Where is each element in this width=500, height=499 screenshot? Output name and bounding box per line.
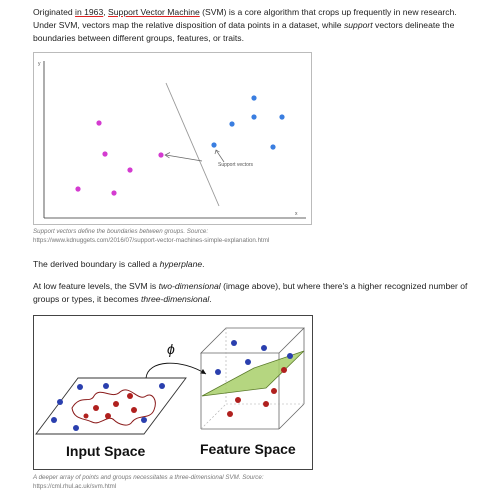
blue-point — [229, 121, 234, 126]
support-vector-arrow-right — [216, 150, 224, 162]
blue-point — [141, 417, 147, 423]
mapping-arrow — [146, 363, 206, 378]
blue-point — [279, 114, 284, 119]
figure1-caption: Support vectors define the boundaries between groups. Source: https://www.kdnuggets.com/2016/07/support-vector-machines-simple-explanation.html — [33, 228, 270, 244]
blue-point — [287, 353, 293, 359]
red-point — [227, 411, 233, 417]
input-space-label: Input Space — [66, 443, 146, 459]
magenta-point — [158, 152, 163, 157]
magenta-point — [111, 190, 116, 195]
svm-2d-figure — [33, 52, 312, 225]
levels-paragraph: At low feature levels, the SVM is two-dimensional (image above), but where there's a higher recognized number of groups or types, it becomes three-dimensional. — [33, 281, 468, 304]
year-link[interactable]: in 1963 — [75, 7, 104, 17]
red-point — [131, 407, 137, 413]
blue-point — [77, 384, 83, 390]
decision-boundary — [166, 83, 219, 206]
blue-point — [270, 144, 275, 149]
blue-point — [251, 114, 256, 119]
support-vector-arrow-left — [166, 155, 202, 161]
blue-point — [245, 359, 251, 365]
magenta-point — [127, 167, 132, 172]
blue-point — [215, 369, 221, 375]
magenta-point — [102, 151, 107, 156]
blue-point — [261, 345, 267, 351]
blue-point — [231, 340, 237, 346]
red-point — [271, 388, 277, 394]
red-point — [93, 405, 99, 411]
figure2-caption: A deeper array of points and groups necessitates a three-dimensional SVM. Source: https://cml.rhul.ac.uk/svm.html — [33, 474, 264, 490]
red-point — [84, 414, 89, 419]
red-point — [113, 401, 119, 407]
svm-link[interactable]: Support Vector Machine — [108, 7, 200, 17]
blue-point — [51, 417, 57, 423]
red-point — [105, 413, 111, 419]
magenta-point — [75, 186, 80, 191]
figure1-source-url: https://www.kdnuggets.com/2016/07/support-vector-machines-simple-explanation.html — [33, 237, 270, 244]
svm-3d-diagram — [34, 316, 312, 469]
blue-point — [251, 95, 256, 100]
y-axis-label: y — [38, 61, 41, 67]
red-point — [281, 367, 287, 373]
red-point — [235, 397, 241, 403]
feature-space-label: Feature Space — [200, 441, 296, 457]
intro-paragraph: Originated in 1963, Support Vector Machine (SVM) is a core algorithm that crops up frequently in new research. Under SVM, vectors map the relative disposition of data points in a dataset, while support vectors delineate the boundaries between different groups, features, or traits. — [33, 7, 457, 43]
x-axis-label: x — [295, 211, 298, 217]
blue-point — [103, 383, 109, 389]
blue-point — [57, 399, 63, 405]
svm-3d-figure — [33, 315, 313, 470]
red-point — [263, 401, 269, 407]
phi-symbol: ϕ — [167, 341, 175, 357]
svm-2d-diagram — [34, 53, 311, 224]
red-point — [127, 393, 133, 399]
magenta-point — [96, 120, 101, 125]
hyperplane-paragraph: The derived boundary is called a hyperplane. — [33, 259, 205, 269]
support-vectors-label: Support vectors — [218, 162, 254, 168]
figure2-source-url: https://cml.rhul.ac.uk/svm.html — [33, 483, 117, 490]
blue-point — [211, 142, 216, 147]
blue-point — [73, 425, 79, 431]
blue-point — [159, 383, 165, 389]
